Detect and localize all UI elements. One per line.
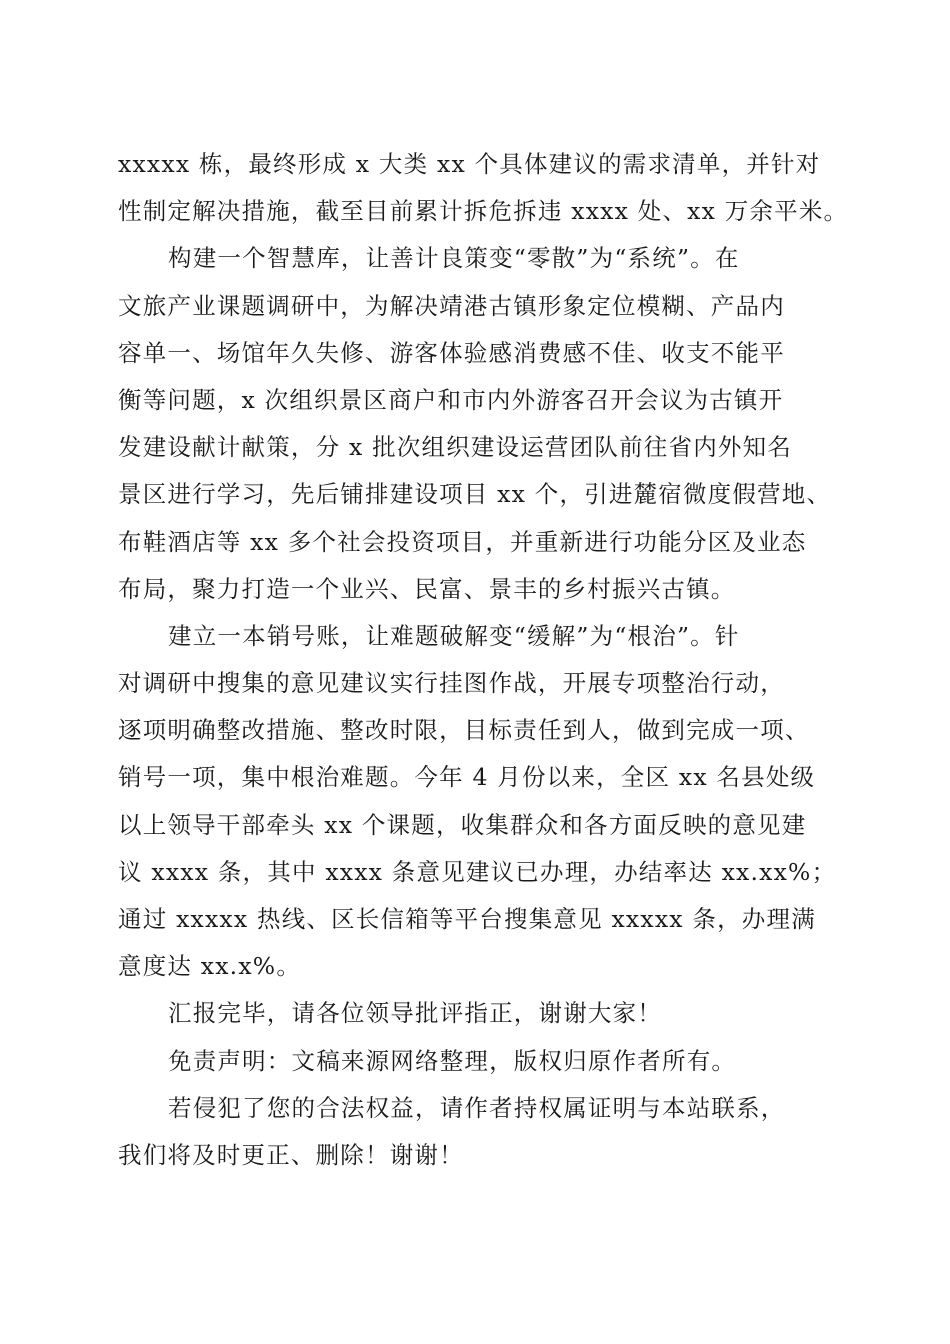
text-line: 文旅产业课题调研中，为解决靖港古镇形象定位模糊、产品内 — [118, 291, 785, 320]
text-line: 以上领导干部牵头 xx 个课题，收集群众和各方面反映的意见建 — [118, 810, 807, 839]
paragraph-start-line: 建立一本销号账，让难题破解变“缓解”为“根治”。针 — [168, 621, 740, 650]
text-line: xxxxx 栋，最终形成 x 大类 xx 个具体建议的需求清单，并针对 — [118, 150, 821, 178]
disclaimer-line: 免责声明：文稿来源网络整理，版权归原作者所有。 — [168, 1046, 737, 1075]
disclaimer-line: 若侵犯了您的合法权益，请作者持权属证明与本站联系， — [168, 1093, 786, 1122]
text-line: 布鞋酒店等 xx 多个社会投资项目，并重新进行功能分区及业态 — [118, 527, 807, 556]
text-line: 景区进行学习，先后铺排建设项目 xx 个，引进麓宿微度假营地、 — [118, 480, 832, 509]
text-line: 对调研中搜集的意见建议实行挂图作战，开展专项整治行动， — [118, 669, 785, 698]
paragraph-start-line: 构建一个智慧库，让善计良策变“零散”为“系统”。在 — [168, 244, 740, 273]
text-line: 发建设献计献策，分 x 批次组织建设运营团队前往省内外知名 — [118, 433, 792, 462]
text-line: 逐项明确整改措施、整改时限，目标责任到人，做到完成一项、 — [118, 716, 810, 745]
text-line: 布局，聚力打造一个业兴、民富、景丰的乡村振兴古镇。 — [118, 574, 736, 603]
document-body — [118, 141, 849, 1179]
text-line: 销号一项，集中根治难题。今年 4 月份以来，全区 xx 名县处级 — [118, 763, 816, 792]
text-line: 议 xxxx 条，其中 xxxx 条意见建议已办理，办结率达 xx.xx%； — [118, 857, 837, 886]
text-line: 衡等问题，x 次组织景区商户和市内外游客召开会议为古镇开 — [118, 385, 784, 414]
text-line: 意度达 xx.x%。 — [118, 952, 302, 981]
closing-remark: 汇报完毕，请各位领导批评指正，谢谢大家！ — [168, 999, 662, 1028]
disclaimer-line: 我们将及时更正、删除！谢谢！ — [118, 1140, 464, 1169]
text-line: 性制定解决措施，截至目前累计拆危拆违 xxxx 处、xx 万余平米。 — [118, 197, 849, 226]
text-line: 通过 xxxxx 热线、区长信箱等平台搜集意见 xxxxx 条，办理满 — [118, 905, 816, 933]
text-line: 容单一、场馆年久失修、游客体验感消费感不佳、收支不能平 — [118, 338, 785, 367]
